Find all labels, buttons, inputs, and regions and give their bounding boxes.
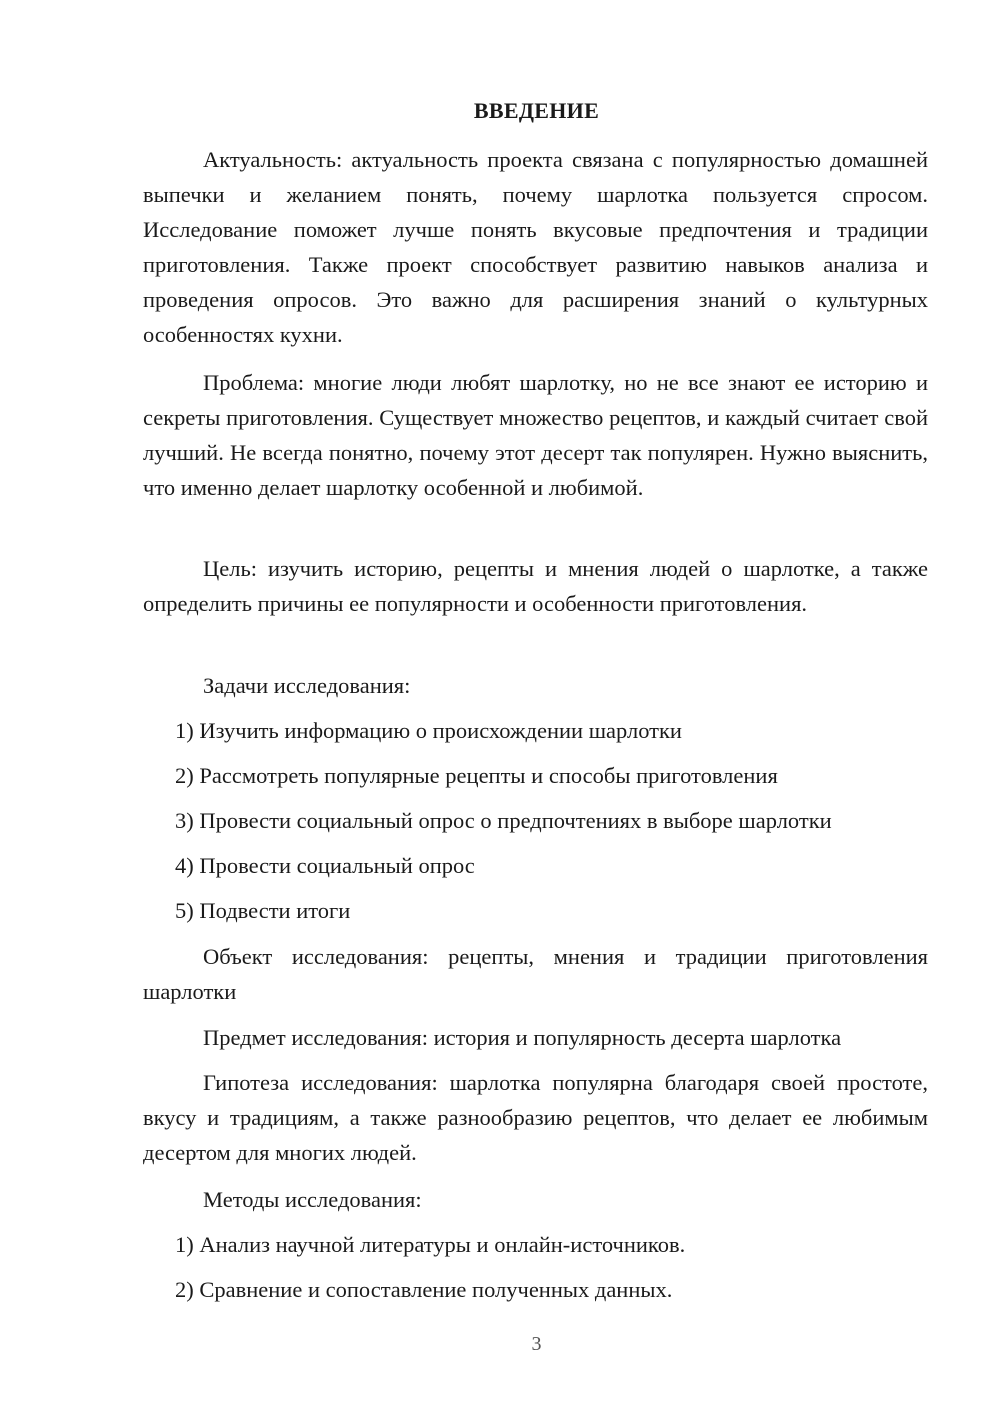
- method-item: 1) Анализ научной литературы и онлайн-источников.: [175, 1232, 686, 1257]
- problem-paragraph: Проблема: многие люди любят шарлотку, но не все знают ее историю и секреты приготовления. Существует множество рецептов, и каждый считает свой лучший. Не всегда понятно, почему этот десерт так популярен. Нужно выяснить, что именно делает шарлотку особенной и любимой.: [143, 370, 928, 500]
- tasks-heading: Задачи исследования:: [203, 673, 411, 698]
- method-item: 2) Сравнение и сопоставление полученных данных.: [175, 1277, 673, 1302]
- task-item: 5) Подвести итоги: [175, 898, 351, 923]
- hypothesis-paragraph: Гипотеза исследования: шарлотка популярна благодаря своей простоте, вкусу и традициям, а также разнообразию рецептов, что делает ее любимым десертом для многих людей.: [143, 1070, 928, 1165]
- subject-paragraph: Предмет исследования: история и популярность десерта шарлотка: [203, 1025, 842, 1050]
- object-paragraph: Объект исследования: рецепты, мнения и традиции приготовления шарлотки: [143, 944, 928, 1004]
- page-number: 3: [531, 1333, 542, 1355]
- methods-heading: Методы исследования:: [203, 1187, 422, 1212]
- page-title: ВВЕДЕНИЕ: [473, 98, 600, 123]
- task-item: 3) Провести социальный опрос о предпочтениях в выборе шарлотки: [175, 808, 832, 833]
- task-item: 1) Изучить информацию о происхождении шарлотки: [175, 718, 682, 743]
- relevance-paragraph: Актуальность: актуальность проекта связана с популярностью домашней выпечки и желанием понять, почему шарлотка пользуется спросом. Исследование поможет лучше понять вкусовые предпочтения и традиции приготовления. Также проект способствует развитию навыков анализа и проведения опросов. Это важно для расширения знаний о культурных особенностях кухни.: [143, 147, 928, 347]
- goal-paragraph: Цель: изучить историю, рецепты и мнения людей о шарлотке, а также определить причины ее популярности и особенности приготовления.: [143, 556, 928, 616]
- task-item: 4) Провести социальный опрос: [175, 853, 475, 878]
- task-item: 2) Рассмотреть популярные рецепты и способы приготовления: [175, 763, 778, 788]
